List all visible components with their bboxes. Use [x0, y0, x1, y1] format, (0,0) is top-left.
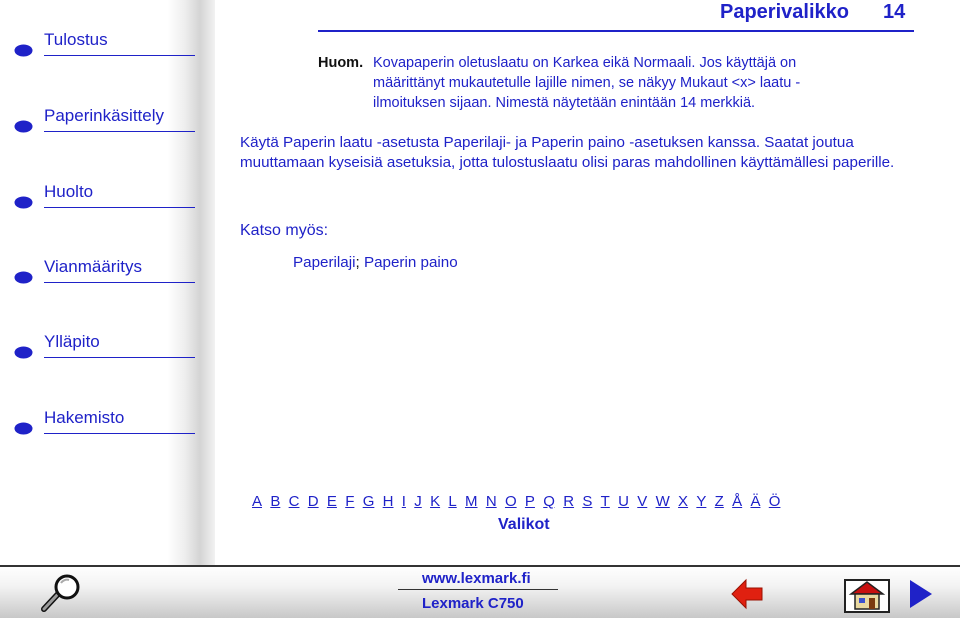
index-letter-link[interactable]: V: [637, 493, 648, 510]
forward-arrow-icon[interactable]: [908, 578, 934, 610]
sidebar-item-tulostus[interactable]: [14, 30, 182, 58]
toolbar-divider: [0, 565, 960, 567]
see-also-links: [293, 254, 458, 271]
bullet-icon: [14, 120, 33, 133]
bullet-icon: [14, 44, 33, 57]
bullet-icon: [14, 422, 33, 435]
divider: [44, 55, 195, 56]
back-arrow-icon[interactable]: [730, 578, 764, 610]
website-link[interactable]: www.lexmark.fi: [422, 570, 531, 587]
index-letter-link[interactable]: M: [465, 493, 478, 510]
sidebar-item-label: Tulostus: [44, 30, 108, 49]
index-letter-link[interactable]: Ö: [768, 493, 781, 510]
bullet-icon: [14, 346, 33, 359]
sidebar-item-huolto[interactable]: [14, 182, 182, 210]
index-letter-link[interactable]: Q: [543, 493, 555, 510]
index-letter-link[interactable]: K: [430, 493, 441, 510]
index-letter-link[interactable]: U: [618, 493, 629, 510]
index-letter-link[interactable]: Ä: [750, 493, 761, 510]
index-letter-link[interactable]: L: [448, 493, 457, 510]
index-letter-link[interactable]: X: [678, 493, 689, 510]
menus-link[interactable]: Valikot: [498, 516, 550, 533]
index-letter-link[interactable]: G: [362, 493, 375, 510]
index-letter-link[interactable]: T: [600, 493, 610, 510]
sidebar-item-label: Paperinkäsittely: [44, 106, 165, 125]
index-letter-link[interactable]: I: [401, 493, 406, 510]
index-letter-link[interactable]: A: [252, 493, 263, 510]
sidebar-item-paperinkasittely[interactable]: [14, 106, 182, 134]
link-paperin-paino[interactable]: Paperin paino: [363, 254, 458, 271]
header-divider: [318, 30, 914, 32]
index-letter-link[interactable]: F: [345, 493, 355, 510]
note-heading: Huom.: [318, 55, 364, 71]
sidebar-item-yllapito[interactable]: [14, 332, 182, 360]
index-letter-link[interactable]: W: [655, 493, 670, 510]
sidebar-item-label: Huolto: [44, 182, 94, 201]
alphabet-index: [252, 493, 900, 510]
index-letter-link[interactable]: H: [382, 493, 394, 510]
index-letter-link[interactable]: C: [288, 493, 300, 510]
index-letter-link[interactable]: Y: [696, 493, 707, 510]
index-letter-link[interactable]: S: [582, 493, 593, 510]
page-title: Paperivalikko: [720, 1, 849, 23]
sidebar-nav: [0, 0, 215, 565]
index-letter-link[interactable]: O: [504, 493, 517, 510]
divider: [44, 131, 195, 132]
sidebar-item-label: Vianmääritys: [44, 257, 142, 276]
magnifier-icon[interactable]: [40, 573, 84, 613]
see-also-heading: Katso myös:: [240, 222, 329, 239]
note-block: [318, 53, 858, 113]
index-letter-link[interactable]: J: [414, 493, 422, 510]
sidebar-item-vianmaaritys[interactable]: [14, 257, 182, 285]
link-separator: ;: [355, 254, 364, 271]
index-letter-link[interactable]: N: [485, 493, 497, 510]
index-letter-link[interactable]: P: [524, 493, 535, 510]
index-letter-link[interactable]: D: [307, 493, 319, 510]
page-number: 14: [883, 1, 906, 23]
index-letter-link[interactable]: E: [326, 493, 337, 510]
divider: [44, 357, 195, 358]
note-text: Kovapaperin oletuslaatu on Karkea eikä Normaali. Jos käyttäjä on määrittänyt mukautetulle lajille nimen, se näkyy Mukaut <x> laatu -ilmoituksen sijaan. Nimestä näytetään enintään 14 merkkiä.: [373, 55, 801, 111]
sidebar-item-label: Ylläpito: [44, 332, 100, 351]
index-letter-link[interactable]: B: [270, 493, 281, 510]
divider: [44, 207, 195, 208]
index-letter-link[interactable]: Å: [732, 493, 743, 510]
bullet-icon: [14, 271, 33, 284]
bullet-icon: [14, 196, 33, 209]
footer-divider: [398, 589, 558, 590]
index-letter-link[interactable]: R: [563, 493, 575, 510]
sidebar-item-label: Hakemisto: [44, 408, 125, 427]
divider: [44, 433, 195, 434]
product-name: Lexmark C750: [422, 595, 524, 612]
link-paperilaji[interactable]: Paperilaji: [293, 254, 356, 271]
home-icon[interactable]: [843, 574, 891, 614]
index-letter-link[interactable]: Z: [714, 493, 724, 510]
divider: [44, 282, 195, 283]
body-paragraph: Käytä Paperin laatu -asetusta Paperilaji- ja Paperin paino -asetuksen kanssa. Saatat joutua muuttamaan kyseisiä asetuksia, jotta tulostuslaatu olisi paras mahdollinen käyttämällesi paperille.: [240, 134, 895, 171]
sidebar-item-hakemisto[interactable]: [14, 408, 182, 436]
